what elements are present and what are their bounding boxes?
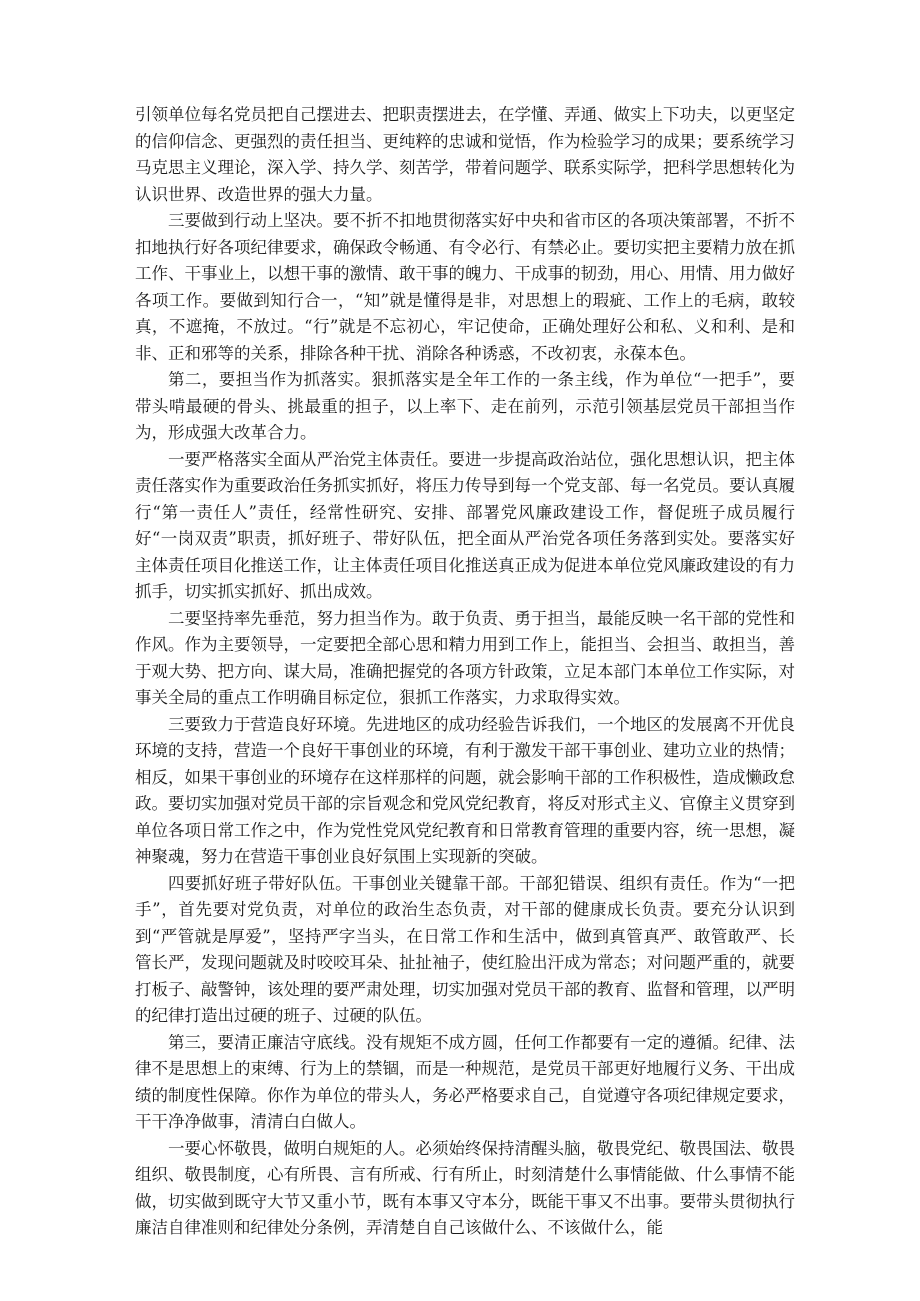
paragraph-7: 四要抓好班子带好队伍。干事创业关键靠干部。干部犯错误、组织有责任。作为“一把手”，首先要对党负责，对单位的政治生态负责，对干部的健康成长负责。要充分认识到到“严管就是厚爱”，坚持严字当头，在日常工作和生活中，做到真管真严、敢管敢严、长管长严，发现问题就及时咬咬耳朵、扯扯袖子，使红脸出汗成为常态；对问题严重的，就要打板子、敲警钟，该处理的要严肃处理，切实加强对党员干部的教育、监督和管理，以严明的纪律打造出过硬的班子、过硬的队伍。 xyxy=(135,873,795,1025)
paragraph-4: 一要严格落实全面从严治党主体责任。要进一步提高政治站位，强化思想认识，把主体责任落实作为重要政治任务抓实抓好，将压力传导到每一个党支部、每一名党员。要认真履行“第一责任人”责任，经常性研究、安排、部署党风廉政建设工作，督促班子成员履行好“一岗双责”职责，抓好班子、带好队伍，把全面从严治党各项任务落到实处。要落实好主体责任项目化推送工作，让主体责任项目化推送真正成为促进本单位党风廉政建设的有力抓手，切实抓实抓好、抓出成效。 xyxy=(135,449,795,601)
paragraph-1: 引领单位每名党员把自己摆进去、把职责摆进去，在学懂、弄通、做实上下功夫，以更坚定的信仰信念、更强烈的责任担当、更纯粹的忠诚和觉悟，作为检验学习的成果；要系统学习马克思主义理论，深入学、持久学、刻苦学，带着问题学、联系实际学，把科学思想转化为认识世界、改造世界的强大力量。 xyxy=(135,105,795,204)
paragraph-8: 第三，要清正廉洁守底线。没有规矩不成方圆，任何工作都要有一定的遵循。纪律、法律不是思想上的束缚、行为上的禁锢，而是一种规范，是党员干部更好地履行义务、干出成绩的制度性保障。你作为单位的带头人，务必严格要求自己，自觉遵守各项纪律规定要求，干干净净做事，清清白白做人。 xyxy=(135,1032,795,1131)
paragraph-9: 一要心怀敬畏，做明白规矩的人。必须始终保持清醒头脑，敬畏党纪、敬畏国法、敬畏组织、敬畏制度，心有所畏、言有所戒、行有所止，时刻清楚什么事情能做、什么事情不能做，切实做到既守大节又重小节，既有本事又守本分，既能干事又不出事。要带头贯彻执行廉洁自律准则和纪律处分条例，弄清楚自自己该做什么、不该做什么，能 xyxy=(135,1138,795,1237)
document-body xyxy=(135,102,795,1242)
paragraph-5: 二要坚持率先垂范，努力担当作为。敢于负责、勇于担当，最能反映一名干部的党性和作风。作为主要领导，一定要把全部心思和精力用到工作上，能担当、会担当、敢担当，善于观大势、把方向、谋大局，准确把握党的各项方针政策，立足本部门本单位工作实际，对事关全局的重点工作明确目标定位，狠抓工作落实，力求取得实效。 xyxy=(135,608,795,707)
paragraph-3: 第二，要担当作为抓落实。狠抓落实是全年工作的一条主线，作为单位“一把手”，要带头啃最硬的骨头、挑最重的担子，以上率下、走在前列，示范引领基层党员干部担当作为，形成强大改革合力。 xyxy=(135,370,795,442)
paragraph-2: 三要做到行动上坚决。要不折不扣地贯彻落实好中央和省市区的各项决策部署，不折不扣地执行好各项纪律要求，确保政令畅通、有令必行、有禁必止。要切实把主要精力放在抓工作、干事业上，以想干事的激情、敢干事的魄力、干成事的韧劲，用心、用情、用力做好各项工作。要做到知行合一，“知”就是懂得是非，对思想上的瑕疵、工作上的毛病，敢较真，不遮掩，不放过。“行”就是不忘初心，牢记使命，正确处理好公和私、义和利、是和非、正和邪等的关系，排除各种干扰、消除各种诱惑，不改初衷，永葆本色。 xyxy=(135,211,795,363)
paragraph-6: 三要致力于营造良好环境。先进地区的成功经验告诉我们，一个地区的发展离不开优良环境的支持，营造一个良好干事创业的环境，有利于激发干部干事创业、建功立业的热情；相反，如果干事创业的环境存在这样那样的问题，就会影响干部的工作积极性，造成懒政怠政。要切实加强对党员干部的宗旨观念和党风党纪教育，将反对形式主义、官僚主义贯穿到单位各项日常工作之中，作为党性党风党纪教育和日常教育管理的重要内容，统一思想，凝神聚魂，努力在营造干事创业良好氛围上实现新的突破。 xyxy=(135,714,795,866)
